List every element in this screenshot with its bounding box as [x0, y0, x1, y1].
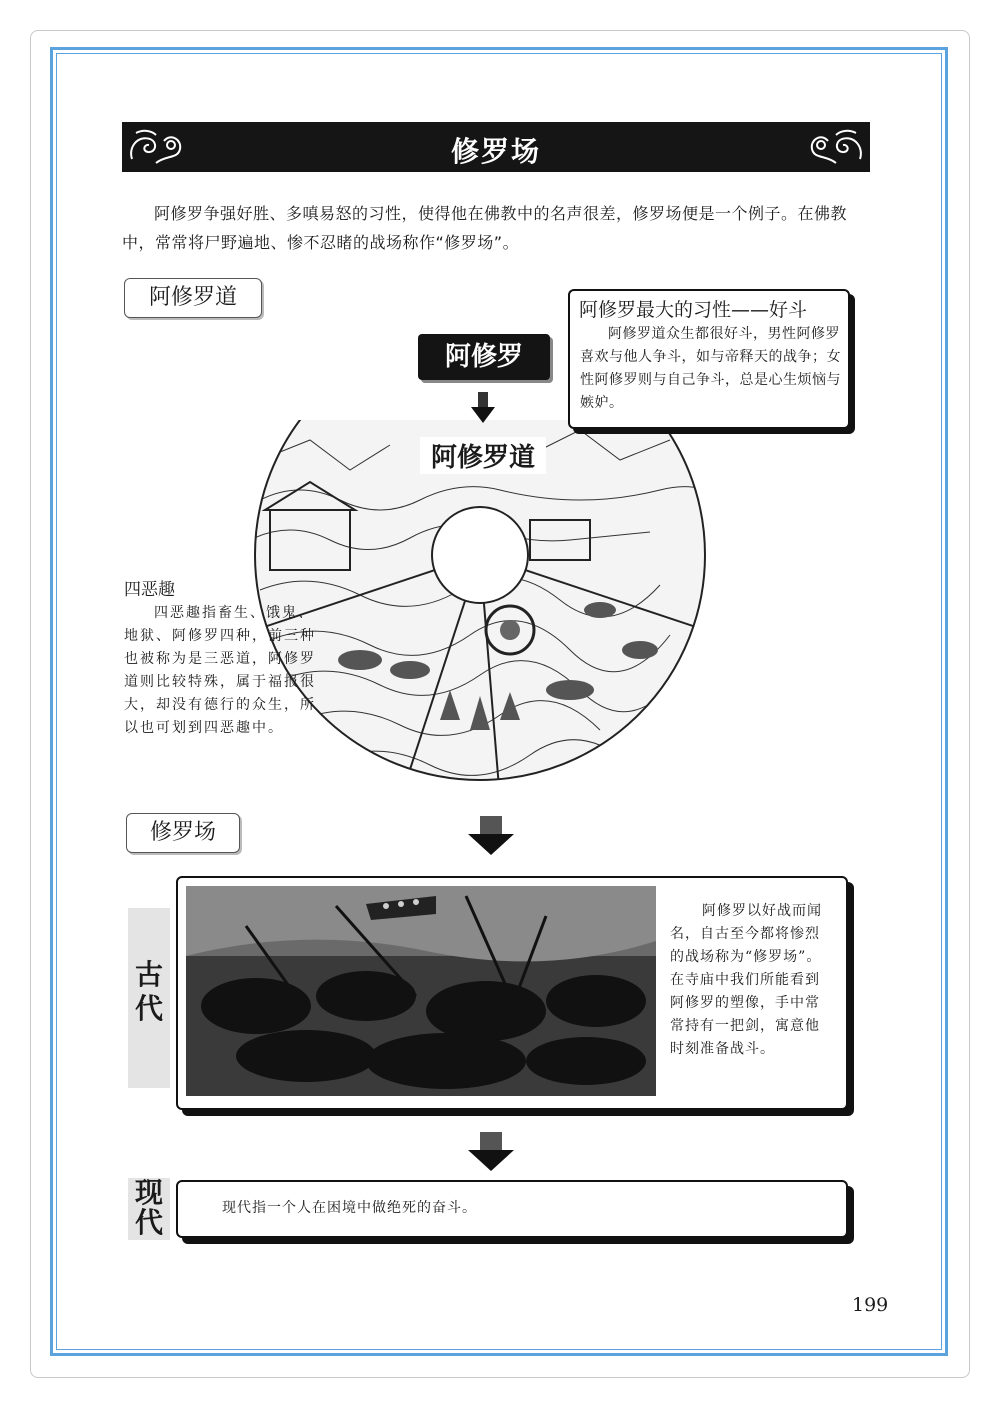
era-label-ancient-text: 古代: [134, 958, 163, 1025]
arrow-down-icon: [466, 1132, 516, 1172]
section-tag-battlefield: 修罗场: [126, 813, 240, 853]
callout-box: [568, 289, 850, 429]
cloud-ornament-right: [804, 125, 866, 169]
page-number: 199: [852, 1294, 889, 1316]
page-title: 修罗场: [450, 135, 541, 168]
ancient-description: 阿修罗以好战而闻名，自古至今都将惨烈的战场称为“修罗场”。在寺庙中我们所能看到阿修罗的塑像，手中常常持有一把剑，寓意他时刻准备战斗。: [670, 903, 822, 1057]
side-note-title: 四恶趣: [124, 580, 175, 600]
intro-paragraph: 阿修罗争强好胜、多嗔易怒的习性，使得他在佛教中的名声很差，修罗场便是一个例子。在佛教中，常常将尸野遍地、惨不忍睹的战场称作“修罗场”。: [122, 204, 848, 252]
callout-body: 阿修罗道众生都很好斗，男性阿修罗喜欢与他人争斗，如与帝释天的战争；女性阿修罗则与自己争斗，总是心生烦恼与嫉妒。: [580, 326, 841, 411]
side-note-text: 四恶趣指畜生、饿鬼、地狱、阿修罗四种，前三种也被称为是三恶道，阿修罗道则比较特殊，属于福报很大，却没有德行的众生，所以也可划到四恶趣中。: [124, 605, 316, 736]
arrow-down-icon: [470, 392, 496, 424]
era-label-modern: [128, 1178, 170, 1240]
section-tag-asura-realm: 阿修罗道: [124, 278, 262, 318]
arrow-down-icon: [466, 816, 516, 856]
title-banner: [122, 122, 870, 172]
era-label-ancient: [128, 908, 170, 1088]
asura-label: 阿修罗: [418, 334, 550, 380]
callout-title: 阿修罗最大的习性——好斗: [579, 299, 808, 321]
modern-description: 现代指一个人在困境中做绝死的奋斗。: [222, 1200, 477, 1216]
asura-realm-label: 阿修罗道: [420, 437, 546, 474]
battle-scene-image: [186, 886, 656, 1096]
era-label-modern-text: 现代: [134, 1176, 163, 1239]
